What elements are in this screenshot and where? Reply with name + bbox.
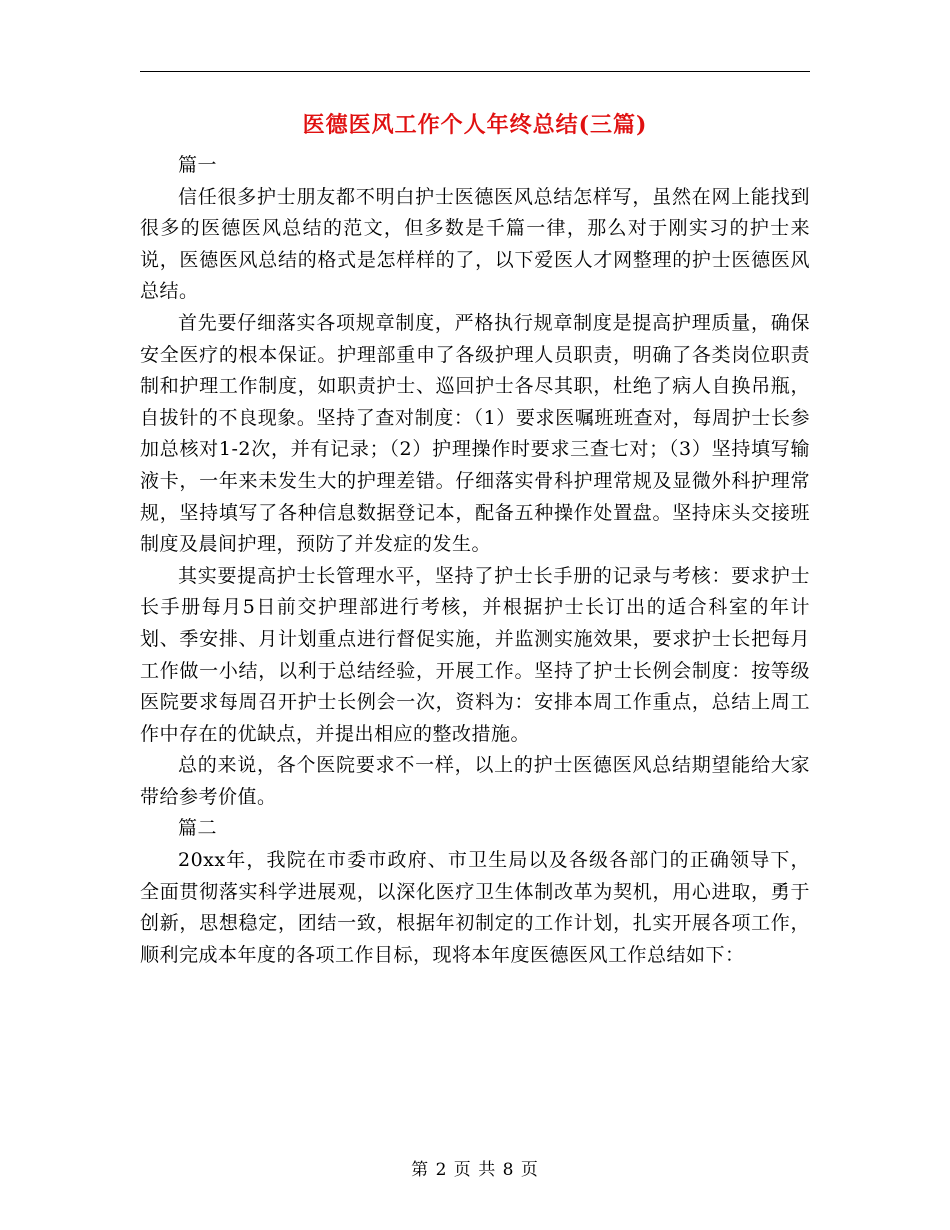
document-body bbox=[140, 150, 810, 971]
body-paragraph-5: 20xx年，我院在市委市政府、市卫生局以及各级各部门的正确领导下，全面贯彻落实科学进展观，以深化医疗卫生体制改革为契机，用心进取，勇于创新，思想稳定，团结一致，根据年初制定的工作计划，扎实开展各项工作，顺利完成本年度的各项工作目标，现将本年度医德医风工作总结如下： bbox=[140, 849, 810, 966]
header-rule bbox=[140, 71, 810, 72]
body-paragraph-1: 信任很多护士朋友都不明白护士医德医风总结怎样写，虽然在网上能找到很多的医德医风总结的范文，但多数是千篇一律，那么对于刚实习的护士来说，医德医风总结的格式是怎样样的了，以下爱医人才网整理的护士医德医风总结。 bbox=[140, 185, 810, 303]
body-paragraph-2: 首先要仔细落实各项规章制度，严格执行规章制度是提高护理质量，确保安全医疗的根本保证。护理部重申了各级护理人员职责，明确了各类岗位职责制和护理工作制度，如职责护士、巡回护士各尽其职，杜绝了病人自换吊瓶，自拔针的不良现象。坚持了查对制度：（1）要求医嘱班班查对，每周护士长参加总核对1-2次，并有记录；（2）护理操作时要求三查七对；（3）坚持填写输液卡，一年来未发生大的护理差错。仔细落实骨科护理常规及显微外科护理常规，坚持填写了各种信息数据登记本，配备五种操作处置盘。坚持床头交接班制度及晨间护理，预防了并发症的发生。 bbox=[140, 311, 810, 556]
body-paragraph-4: 总的来说，各个医院要求不一样，以上的护士医德医风总结期望能给大家带给参考价值。 bbox=[140, 754, 810, 808]
body-paragraph-3: 其实要提高护士长管理水平，坚持了护士长手册的记录与考核：要求护士长手册每月5日前交护理部进行考核，并根据护士长订出的适合科室的年计划、季安排、月计划重点进行督促实施，并监测实施效果，要求护士长把每月工作做一小结，以利于总结经验，开展工作。坚持了护士长例会制度：按等级医院要求每周召开护士长例会一次，资料为：安排本周工作重点，总结上周工作中存在的优缺点，并提出相应的整改措施。 bbox=[140, 564, 810, 745]
page-number: 第 2 页 共 8 页 bbox=[411, 1160, 539, 1180]
section-heading-1: 篇一 bbox=[178, 154, 218, 176]
section-heading-2: 篇二 bbox=[178, 817, 218, 840]
document-title: 医德医风工作个人年终总结(三篇) bbox=[302, 112, 648, 138]
